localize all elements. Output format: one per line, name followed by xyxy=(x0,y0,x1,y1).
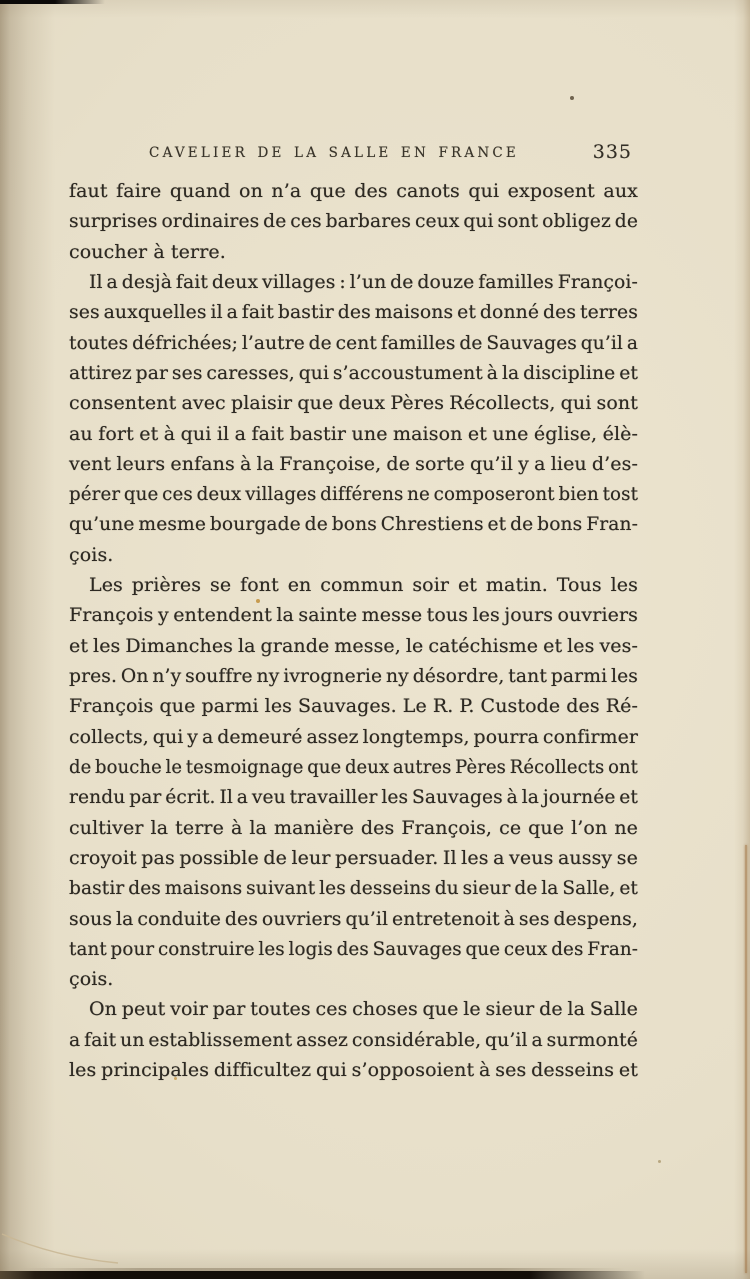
text-line-content: rendu par écrit. Il a veu travailler les Sauvages à la journée et xyxy=(69,786,639,809)
text-line-content: qu’une mesme bourgade de bons Chrestiens et de bons Fran- xyxy=(69,513,639,536)
text-line-content: croyoit pas possible de leur persuader. Il les a veus aussy se xyxy=(69,846,638,869)
text-line xyxy=(69,873,638,903)
text-line-content: les principales difficultez qui s’opposoient à ses desseins et xyxy=(69,1059,638,1082)
text-line-content: vent leurs enfans à la Françoise, de sorte qu’il y a lieu d’es- xyxy=(69,452,638,475)
text-line xyxy=(69,661,638,691)
text-line xyxy=(69,813,638,843)
text-line xyxy=(69,570,638,600)
text-line xyxy=(69,237,638,267)
paragraph xyxy=(69,267,638,570)
text-line-content: consentent avec plaisir que deux Pères Récollects, qui sont xyxy=(69,392,638,415)
text-line xyxy=(69,631,638,661)
page-body-text xyxy=(69,176,638,1085)
scan-edge-top-shadow xyxy=(0,0,108,4)
text-line-content: toutes défrichées; l’autre de cent familles de Sauvages qu’il a xyxy=(69,331,639,354)
text-line xyxy=(69,1055,638,1085)
text-line xyxy=(69,328,638,358)
paragraph xyxy=(69,994,638,1085)
text-line xyxy=(69,691,638,721)
page-header xyxy=(70,141,640,169)
text-line xyxy=(69,934,638,964)
text-line-content: a fait un establissement assez considérable, qu’il a surmonté xyxy=(69,1028,638,1051)
text-line-content: et les Dimanches la grande messe, le catéchisme et les ves- xyxy=(69,634,638,657)
paragraph xyxy=(69,176,638,267)
text-line-content: pérer que ces deux villages différens ne composeront bien tost xyxy=(69,483,639,506)
text-line xyxy=(69,540,638,570)
text-line xyxy=(69,297,638,327)
text-line xyxy=(69,782,638,812)
text-line xyxy=(69,479,638,509)
text-line-content: On peut voir par toutes ces choses que le sieur de la Salle xyxy=(89,998,638,1021)
text-line-content: François que parmi les Sauvages. Le R. P. Custode des Ré- xyxy=(69,695,638,718)
text-line xyxy=(69,904,638,934)
text-line xyxy=(69,843,638,873)
running-title: CAVELIER DE LA SALLE EN FRANCE xyxy=(149,145,519,161)
text-line-content: sous la conduite des ouvriers qu’il entretenoit à ses despens, xyxy=(69,907,639,930)
text-line-content: collects, qui y a demeuré assez longtemps, pourra confirmer xyxy=(69,725,639,748)
text-line-content: faut faire quand on n’a que des canots qui exposent aux xyxy=(69,180,638,202)
text-line-content: François y entendent la sainte messe tous les jours ouvriers xyxy=(69,604,638,627)
text-line-content: ses auxquelles il a fait bastir des maisons et donné des terres xyxy=(69,301,638,324)
text-line xyxy=(69,722,638,752)
text-line-content: de bouche le tesmoignage que deux autres Pères Récollects ont xyxy=(69,755,639,778)
text-line xyxy=(69,752,638,782)
text-line xyxy=(69,509,638,539)
text-line-content: au fort et à qui il a fait bastir une maison et une église, élè- xyxy=(69,422,639,445)
text-line-content: bastir des maisons suivant les desseins du sieur de la Salle, et xyxy=(69,877,639,900)
text-line-content: attirez par ses caresses, qui s’accoustument à la discipline et xyxy=(69,361,639,384)
text-line xyxy=(69,176,638,206)
text-line xyxy=(69,964,638,994)
text-line xyxy=(69,419,638,449)
text-line-content: cultiver la terre à la manière des François, ce que l’on ne xyxy=(69,816,638,839)
text-line xyxy=(69,267,638,297)
page-number: 335 xyxy=(592,141,632,163)
text-line xyxy=(69,449,638,479)
text-line-content: tant pour construire les logis des Sauvages que ceux des Fran- xyxy=(69,937,638,960)
text-line xyxy=(69,1025,638,1055)
text-line xyxy=(69,358,638,388)
text-line-content: Il a desjà fait deux villages : l’un de douze familles Françoi- xyxy=(89,270,638,293)
scan-edge-right-line xyxy=(745,845,747,1273)
text-line-content: pres. On n’y souffre ny ivrognerie ny désordre, tant parmi les xyxy=(69,665,638,687)
text-line xyxy=(69,206,638,236)
text-line xyxy=(69,994,638,1024)
paper-speck xyxy=(570,96,574,100)
scan-edge-bottom-bar xyxy=(0,1271,650,1279)
text-line-content: çois. xyxy=(69,968,114,991)
text-line xyxy=(69,600,638,630)
text-line-content: surprises ordinaires de ces barbares ceux qui sont obligez de xyxy=(69,210,639,233)
text-line-content: coucher à terre. xyxy=(69,240,226,263)
text-line-content: Les prières se font en commun soir et matin. Tous les xyxy=(89,574,638,597)
text-line xyxy=(69,388,638,418)
text-line-content: çois. xyxy=(69,543,114,566)
paper-speck xyxy=(658,1160,661,1163)
paragraph xyxy=(69,570,638,994)
